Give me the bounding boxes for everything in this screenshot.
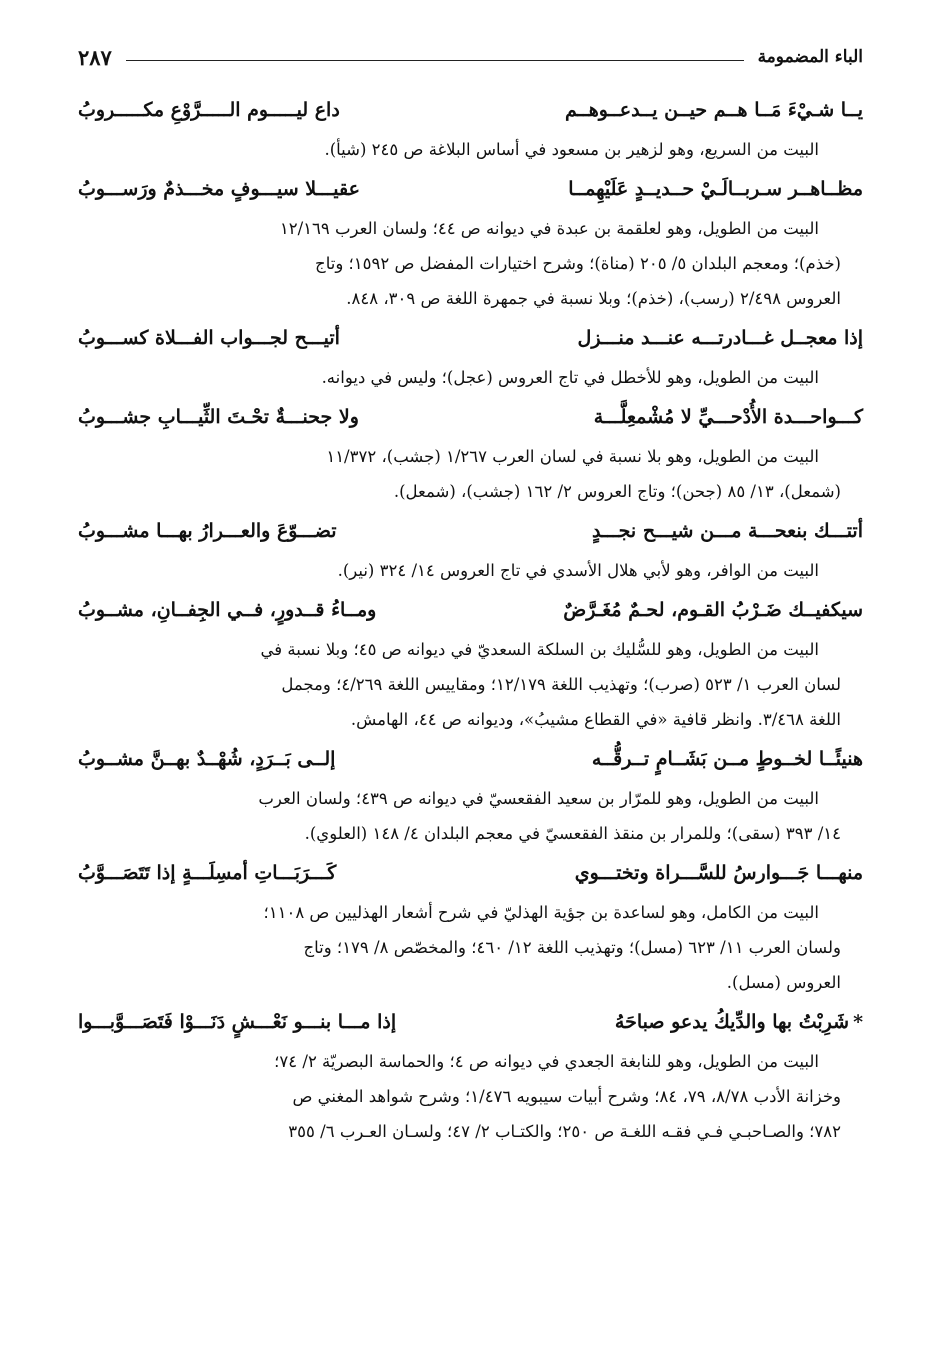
note-line: البيت من السريع، وهو لزهير بن مسعود في أساس البلاغة ص ٢٤٥ (شيأ). <box>324 140 819 159</box>
page-header <box>78 40 863 74</box>
verse-entry <box>78 509 863 588</box>
verse <box>78 851 863 895</box>
second-hemistich: إلــى بَــرَدٍ، شُهْــدٌ بهــنَّ مشــوبُ <box>78 748 336 770</box>
note-line: وخزانة الأدب ٨/٧٨، ٧٩، ٨٤؛ وشرح أبيات سيبويه ١/٤٧٦؛ وشرح شواهد المغني ص <box>292 1087 841 1106</box>
first-hemistich: سيكفيــك ضَـرْبُ القـوم، لحـمٌ مُغَـرَّضٌ <box>563 599 863 621</box>
verse-note <box>78 132 863 167</box>
note-line: البيت من الطويل، وهو بلا نسبة في لسان العرب ١/٢٦٧ (جشب)، ١١/٣٧٢ <box>326 447 819 466</box>
note-line: البيت من الطويل، وهو للأخطل في تاج العروس (عجل)؛ وليس في ديوانه. <box>321 368 819 387</box>
note-line: البيت من الطويل، وهو لعلقمة بن عبدة في ديوانه ص ٤٤؛ ولسان العرب ١٢/١٦٩ <box>279 219 819 238</box>
first-hemistich: شَرِبْتُ بها والدِّيكُ يدعو صباحَهُ <box>614 1011 850 1033</box>
second-hemistich: ولا جحنـــةٌ تحْـتَ الثِّيـــابِ جشـــوبُ <box>78 406 359 428</box>
second-hemistich: إذا مـــا بنـــو نَعْـــشٍ دَنَـــوْا فَتَصَـــوَّبـــوا <box>78 1011 397 1033</box>
verse-note <box>78 360 863 395</box>
first-hemistich: مظــاهــر سـربــالَـيْ حــديــدٍ عَلَيْهِمــا <box>568 178 863 200</box>
note-line: البيت من الطويل، وهو للسُّليك بن السلكة السعديّ في ديوانه ص ٤٥؛ وبلا نسبة في <box>260 640 819 659</box>
verse-entry <box>78 1000 863 1149</box>
verse-entry <box>78 588 863 737</box>
note-line: ١٤/ ٣٩٣ (سقى)؛ وللمرار بن منقذ الفقعسيّ في معجم البلدان ٤/ ١٤٨ (العلوي). <box>304 824 841 843</box>
note-line: البيت من الطويل، وهو للمرّار بن سعيد الفقعسيّ في ديوانه ص ٤٣٩؛ ولسان العرب <box>258 789 819 808</box>
second-hemistich: كَـــرَبَـــاتِ أمسِلَـــةٍ إذا تَتَصَـــوَّبُ <box>78 862 337 884</box>
second-hemistich: عقيـــلا سيـــوفٍ مخـــذمٌ ورَســـوبُ <box>78 178 360 200</box>
note-line: (شمعل)، ١٣/ ٨٥ (جحن)؛ وتاج العروس ٢/ ١٦٢ (جشب)، (شمعل). <box>393 482 841 501</box>
verse <box>78 509 863 553</box>
verse-entry <box>78 737 863 851</box>
verse <box>78 88 863 132</box>
verse <box>78 167 863 211</box>
verse-note <box>78 439 863 509</box>
verse-note <box>78 895 863 1000</box>
first-hemistich: منهـــا جَـــوارسُ للسَّـــراة وتختـــوي <box>574 862 863 884</box>
first-hemistich: هنيئًــا لخــوطٍ مــن بَشَــامٍ تــرقُّــه <box>591 748 863 770</box>
verse-note <box>78 1044 863 1149</box>
verse-entries <box>78 88 863 1149</box>
header-rule <box>126 60 744 61</box>
note-line: ولسان العرب ١١/ ٦٢٣ (مسل)؛ وتهذيب اللغة ١٢/ ٤٦٠؛ والمخصّص ٨/ ١٧٩؛ وتاج <box>303 938 841 957</box>
page-number: ٢٨٧ <box>78 44 112 70</box>
verse-note <box>78 781 863 851</box>
second-hemistich: ومــاءُ قــدورٍ، فــي الجِفــانِ، مشــوبُ <box>78 599 377 621</box>
first-hemistich: أتتـــك بنعحـــة مـــن شيـــح نجـــدٍ <box>592 520 863 542</box>
asterisk-marker: * <box>853 1011 863 1033</box>
note-line: ٧٨٢؛ والصـاحبـي فـي فقـه اللغـة ص ٢٥٠؛ والكتـاب ٢/ ٤٧؛ ولسـان العـرب ٦/ ٣٥٥ <box>288 1122 841 1141</box>
second-hemistich: تضـــوّعَ والعـــرارُ بهـــا مشـــوبُ <box>78 520 337 542</box>
note-line: لسان العرب ١/ ٥٢٣ (صرب)؛ وتهذيب اللغة ١٢/١٧٩؛ ومقاييس اللغة ٤/٢٦٩؛ ومجمل <box>281 675 841 694</box>
note-line: البيت من الكامل، وهو لساعدة بن جؤية الهذليّ في شرح أشعار الهذليين ص ١١٠٨؛ <box>263 903 819 922</box>
note-line: البيت من الوافر، وهو لأبي هلال الأسدي في تاج العروس ١٤/ ٣٢٤ (نير). <box>337 561 819 580</box>
second-hemistich: أتيـــح لجـــواب الفـــلاة كســـوبُ <box>78 327 340 349</box>
running-head: الباء المضمومة <box>757 47 863 67</box>
note-line: (خذم)؛ ومعجم البلدان ٥/ ٢٠٥ (مناة)؛ وشرح اختيارات المفضل ص ١٥٩٢؛ وتاج <box>315 254 841 273</box>
verse-entry <box>78 88 863 167</box>
verse <box>78 588 863 632</box>
second-hemistich: داع ليـــــوم الـــــرَّوْعِ مكـــــروبُ <box>78 99 340 121</box>
note-line: العروس ٢/٤٩٨ (رسب)، (خذم)؛ وبلا نسبة في جمهرة اللغة ص ٣٠٩، ٨٤٨. <box>346 289 841 308</box>
verse-note <box>78 553 863 588</box>
verse <box>78 1000 863 1044</box>
verse <box>78 395 863 439</box>
verse-note <box>78 632 863 737</box>
verse-entry <box>78 851 863 1000</box>
first-hemistich: إذا معجــل غـــادرتـــه عنـــد منـــزل <box>577 327 863 349</box>
verse-head <box>615 1000 863 1044</box>
note-line: العروس (مسل). <box>726 973 841 992</box>
first-hemistich: يــا شـيْءَ مَــا هــم حيــن يــدعــوهــم <box>565 99 863 121</box>
book-page <box>78 40 863 1340</box>
verse <box>78 737 863 781</box>
verse <box>78 316 863 360</box>
note-line: البيت من الطويل، وهو للنابغة الجعدي في ديوانه ص ٤؛ والحماسة البصريّة ٢/ ٧٤؛ <box>274 1052 819 1071</box>
verse-note <box>78 211 863 316</box>
verse-entry <box>78 316 863 395</box>
verse-entry <box>78 167 863 316</box>
verse-entry <box>78 395 863 509</box>
first-hemistich: كـــواحـــدة الأُدْحـــيِّ لا مُشْمعِلَّـــة <box>593 406 863 428</box>
note-line: اللغة ٣/٤٦٨. وانظر قافية «في القطاع مشيبُ»، وديوانه ص ٤٤، الهامش. <box>350 710 841 729</box>
